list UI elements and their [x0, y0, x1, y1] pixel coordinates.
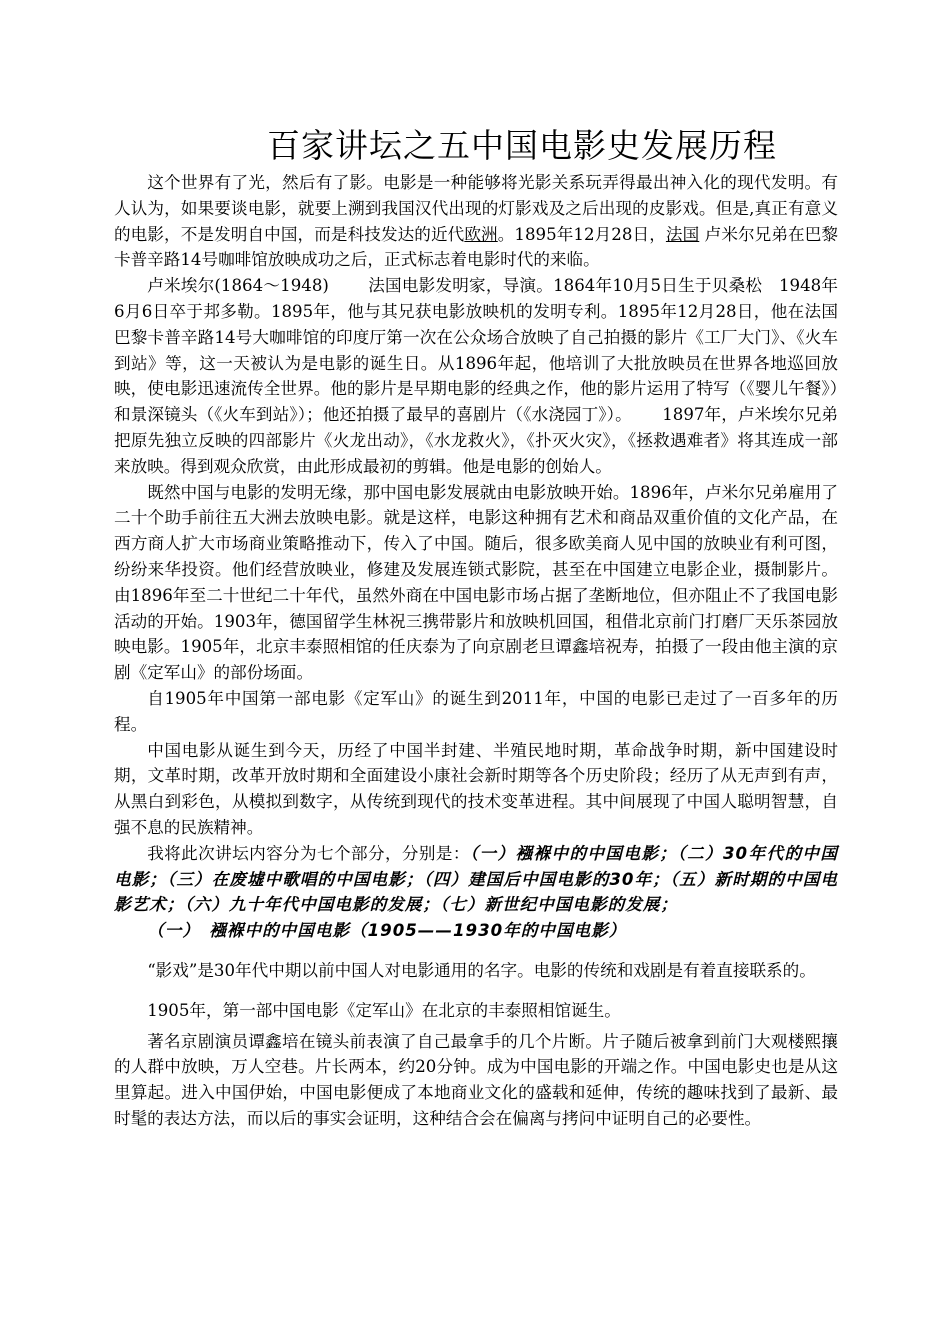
intro-text-a: 这个世界有了光，然后有了影。电影是一种能够将光影关系玩弄得最出神入化的现代发明。有人认为，如果要谈电影，就要上溯到我国汉代出现的灯影戏及之后出现的皮影戏。但是,真正有意义的电影，不是发明自中国，而是科技发达的近代 — [114, 173, 838, 244]
section-1-heading: （一） 襁褓中的中国电影（1905——1930年的中国电影） — [147, 921, 627, 941]
section-heading — [114, 918, 838, 944]
intro-text-c: 卢米尔兄弟在巴黎卡普辛路14号咖啡馆放映成功之后，正式标志着电影时代的来临。 — [114, 224, 839, 270]
paragraph-outline — [114, 841, 838, 918]
paragraph-film-in-china: 既然中国与电影的发明无缘，那中国电影发展就由电影放映开始。1896年，卢米尔兄弟雇用了二十个助手前往五大洲去放映电影。就是这样，电影这种拥有艺术和商品双重价值的文化产品，在西方商人扩大市场商业策略推动下，传入了中国。随后，很多欧美商人见中国的放映业有利可图，纷纷来华投资。他们经营放映业，修建及发展连锁式影院，甚至在中国建立电影企业，摄制影片。由1896年至二十世纪二十年代，虽然外商在中国电影市场占据了垄断地位，但亦阻止不了我国电影活动的开始。1903年，德国留学生林祝三携带影片和放映机回国，租借北京前门打磨厂天乐茶园放映电影。1905年，北京丰泰照相馆的任庆泰为了向京剧老旦谭鑫培祝寿，拍摄了一段由他主演的京剧《定军山》的部份场面。 — [114, 482, 838, 683]
document-title: 百家讲坛之五中国电影史发展历程 — [267, 126, 777, 165]
document-body — [114, 170, 838, 1132]
france-link[interactable]: 法国 — [665, 224, 700, 244]
outline-lead: 我将此次讲坛内容分为七个部分，分别是： — [147, 843, 470, 863]
outline-parts: （一）襁褓中的中国电影；（二）30年代的中国电影；（三）在废墟中歌唱的中国电影；（四）建国后中国电影的30年；（五）新时期的中国电影艺术；（六）九十年代中国电影的发展；（七）新世纪中国电影的发展； — [114, 843, 838, 915]
paragraph-lumiere: 卢米埃尔(1864～1948) 法国电影发明家，导演。1864年10月5日生于贝桑松 1948年6月6日卒于邦多勒。1895年，他与其兄获电影放映机的发明专利。1895年12月28日，他在法国巴黎卡普辛路14号大咖啡馆的印度厅第一次在公众场合放映了自己拍摄的影片《工厂大门》、《火车到站》等，这一天被认为是电影的诞生日。从1896年起，他培训了大批放映员在世界各地巡回放映，使电影迅速流传全世界。他的影片是早期电影的经典之作，他的影片运用了特写（《婴儿午餐》）和景深镜头（《火车到站》）；他还拍摄了最早的喜剧片（《水浇园丁》）。 1897年，卢米埃尔兄弟把原先独立反映的四部影片《火龙出动》，《水龙救火》，《扑灭火灾》，《拯救遇难者》将其连成一部来放映。得到观众欣赏，由此形成最初的剪辑。他是电影的创始人。 — [114, 276, 838, 476]
paragraph-eras: 中国电影从诞生到今天，历经了中国半封建、半殖民地时期，革命战争时期，新中国建设时期，文革时期，改革开放时期和全面建设小康社会新时期等各个历史阶段；经历了从无声到有声，从黑白到彩色，从模拟到数字，从传统到现代的技术变革进程。其中间展现了中国人聪明智慧，自强不息的民族精神。 — [114, 740, 838, 837]
paragraph-intro — [114, 170, 838, 273]
paragraph-yingxi: “影戏”是30年代中期以前中国人对电影通用的名字。电影的传统和戏剧是有着直接联系的。 — [147, 960, 816, 980]
paragraph-tan-xinpei: 著名京剧演员谭鑫培在镜头前表演了自己最拿手的几个片断。片子随后被拿到前门大观楼熙攘的人群中放映，万人空巷。片长两本，约20分钟。成为中国电影的开端之作。中国电影史也是从这里算起。进入中国伊始，中国电影便成了本地商业文化的盛载和延伸，传统的趣味找到了最新、最时髦的表达方法，而以后的事实会证明，这种结合会在偏离与拷问中证明自己的必要性。 — [114, 1031, 838, 1128]
paragraph-1905: 1905年，第一部中国电影《定军山》在北京的丰泰照相馆诞生。 — [147, 1000, 621, 1020]
intro-text-b: 。1895年12月28日， — [497, 224, 666, 244]
europe-link[interactable]: 欧洲 — [464, 224, 498, 244]
paragraph-history-span: 自1905年中国第一部电影《定军山》的诞生到2011年，中国的电影已走过了一百多年的历程。 — [114, 688, 838, 734]
